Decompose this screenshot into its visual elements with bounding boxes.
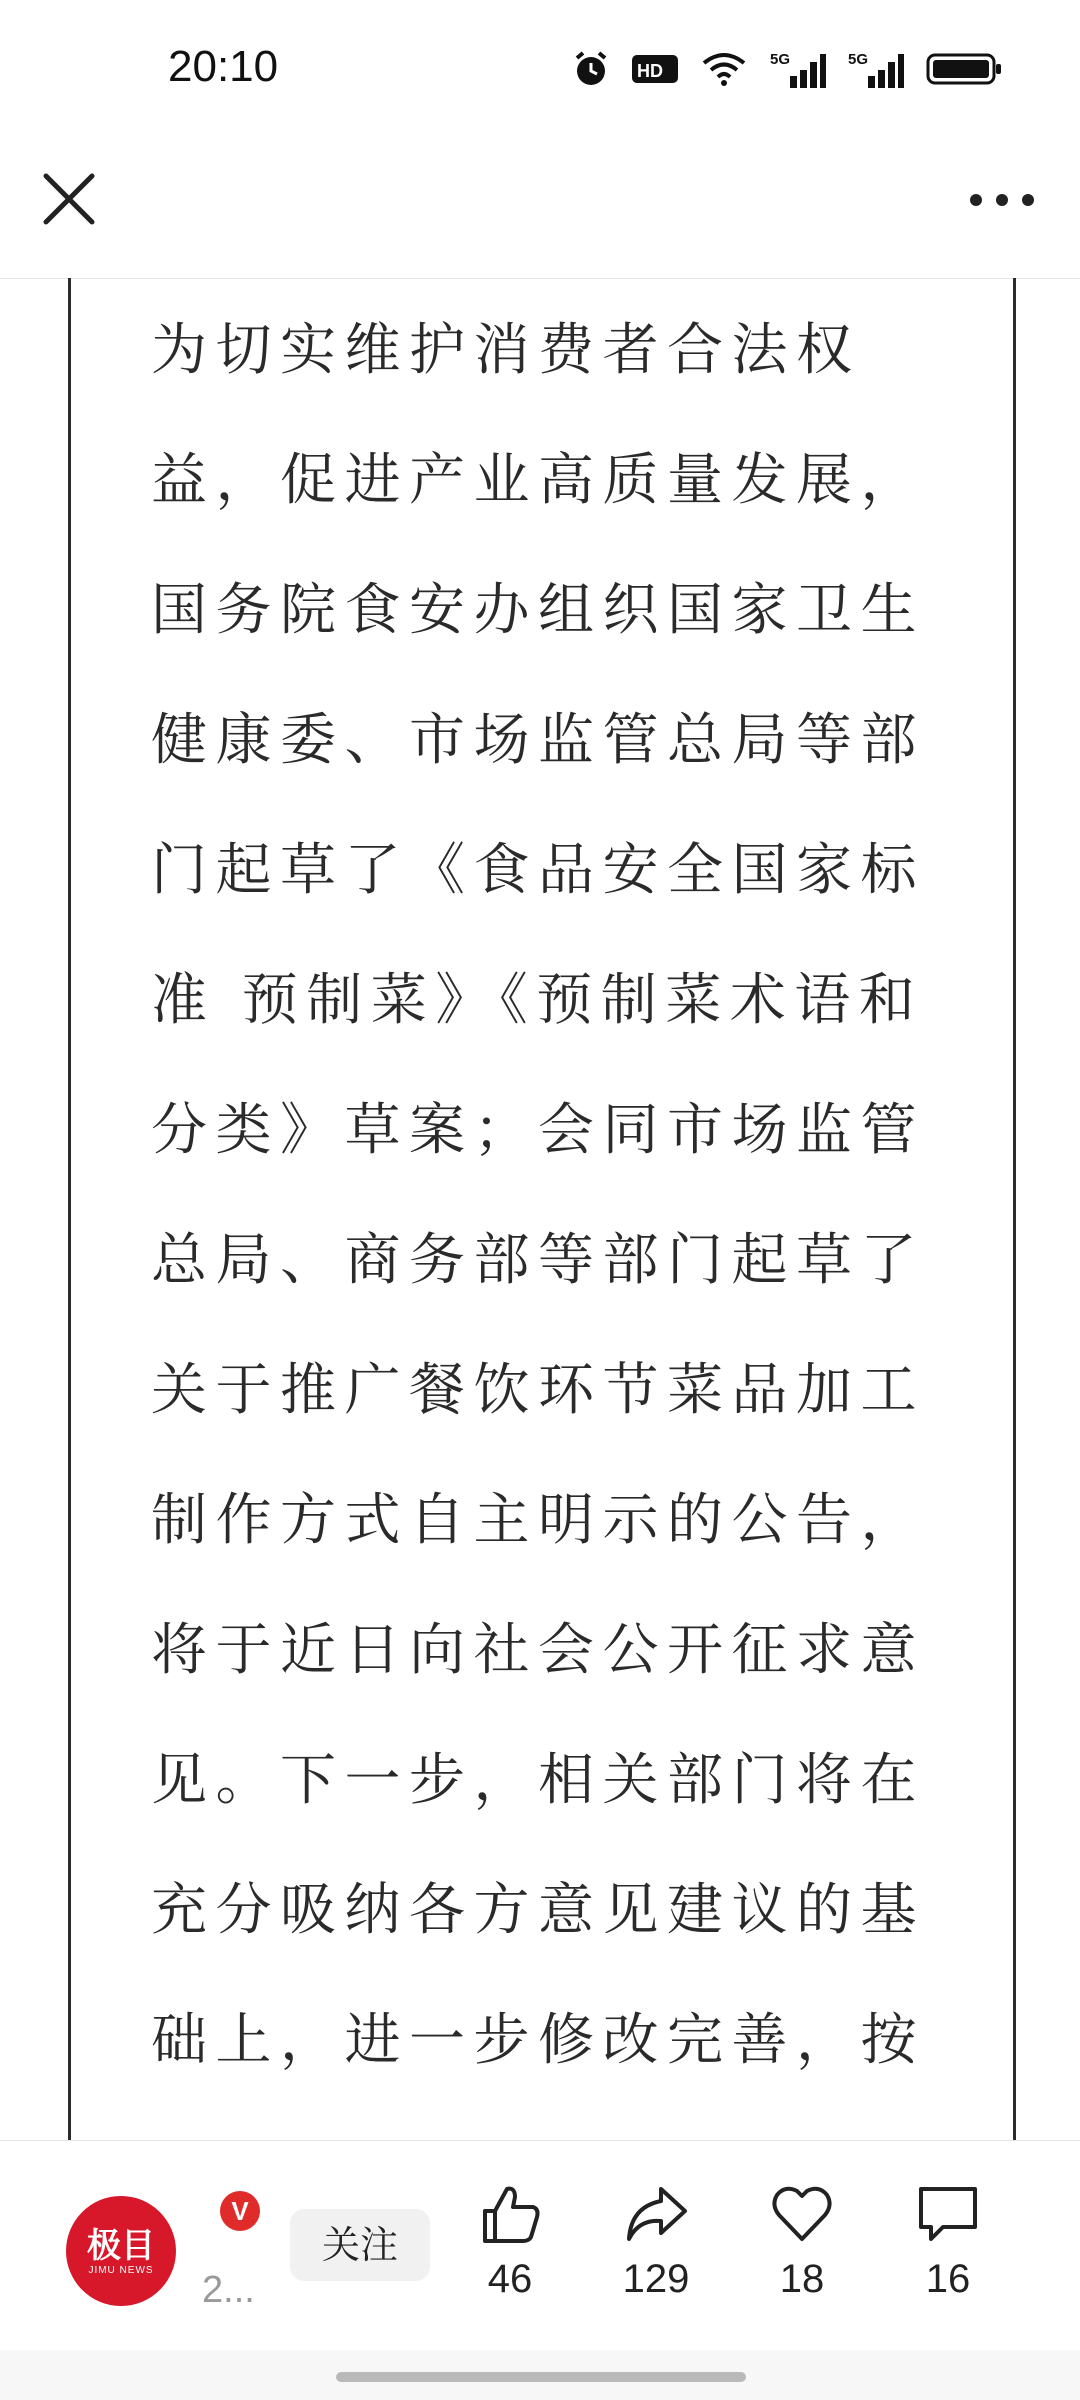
article-frame — [68, 278, 1016, 2140]
close-icon — [36, 166, 102, 232]
like-icon — [477, 2181, 543, 2247]
favorite-count: 18 — [779, 2257, 825, 2301]
comment-icon — [915, 2181, 981, 2247]
author-time: 2... — [202, 2269, 255, 2311]
action-bar — [0, 2140, 1080, 2351]
signal-icon-2 — [848, 50, 904, 88]
share-count: 129 — [622, 2257, 690, 2301]
avatar-logo-subtext: JIMU NEWS — [88, 2264, 154, 2276]
close-button[interactable] — [36, 166, 102, 232]
avatar[interactable] — [66, 2196, 176, 2306]
svg-text:5G: 5G — [848, 51, 869, 68]
hd-icon — [632, 53, 678, 85]
home-indicator[interactable] — [336, 2372, 746, 2382]
heart-icon — [769, 2181, 835, 2247]
more-button[interactable] — [962, 180, 1042, 220]
avatar-logo-text: 极目 — [87, 2225, 155, 2266]
comment-count: 16 — [925, 2257, 971, 2301]
status-time: 20:10 — [168, 42, 279, 91]
share-button[interactable] — [596, 2181, 716, 2302]
like-count: 46 — [487, 2257, 533, 2301]
svg-text:HD: HD — [637, 61, 663, 81]
like-button[interactable] — [450, 2181, 570, 2302]
signal-icon — [770, 50, 826, 88]
wifi-icon — [700, 51, 748, 87]
status-icons — [572, 50, 1002, 88]
top-nav — [0, 140, 1080, 279]
share-icon — [623, 2181, 689, 2247]
battery-icon — [926, 51, 1002, 87]
comment-button[interactable] — [888, 2181, 1008, 2302]
more-icon — [962, 180, 1042, 220]
svg-text:5G: 5G — [770, 51, 791, 68]
verified-badge: V — [220, 2191, 260, 2231]
article-body: 为切实维护消费者合法权益，促进产业高质量发展，国务院食安办组织国家卫生健康委、市场监管总局等部门起草了《食品安全国家标准 预制菜》《预制菜术语和分类》草案；会同市场监管总局、商务部等部门起草了关于推广餐饮环节菜品加工制作方式自主明示的公告，将于近日向社会公开征求意见。下一步，相关部门将在充分吸纳各方意见建议的基础上，进一步修改完善，按 — [151, 318, 925, 2073]
favorite-button[interactable] — [742, 2181, 862, 2302]
home-bar — [0, 2350, 1080, 2400]
status-bar — [0, 0, 1080, 140]
follow-button[interactable]: 关注 — [290, 2209, 430, 2281]
alarm-icon — [572, 50, 610, 88]
